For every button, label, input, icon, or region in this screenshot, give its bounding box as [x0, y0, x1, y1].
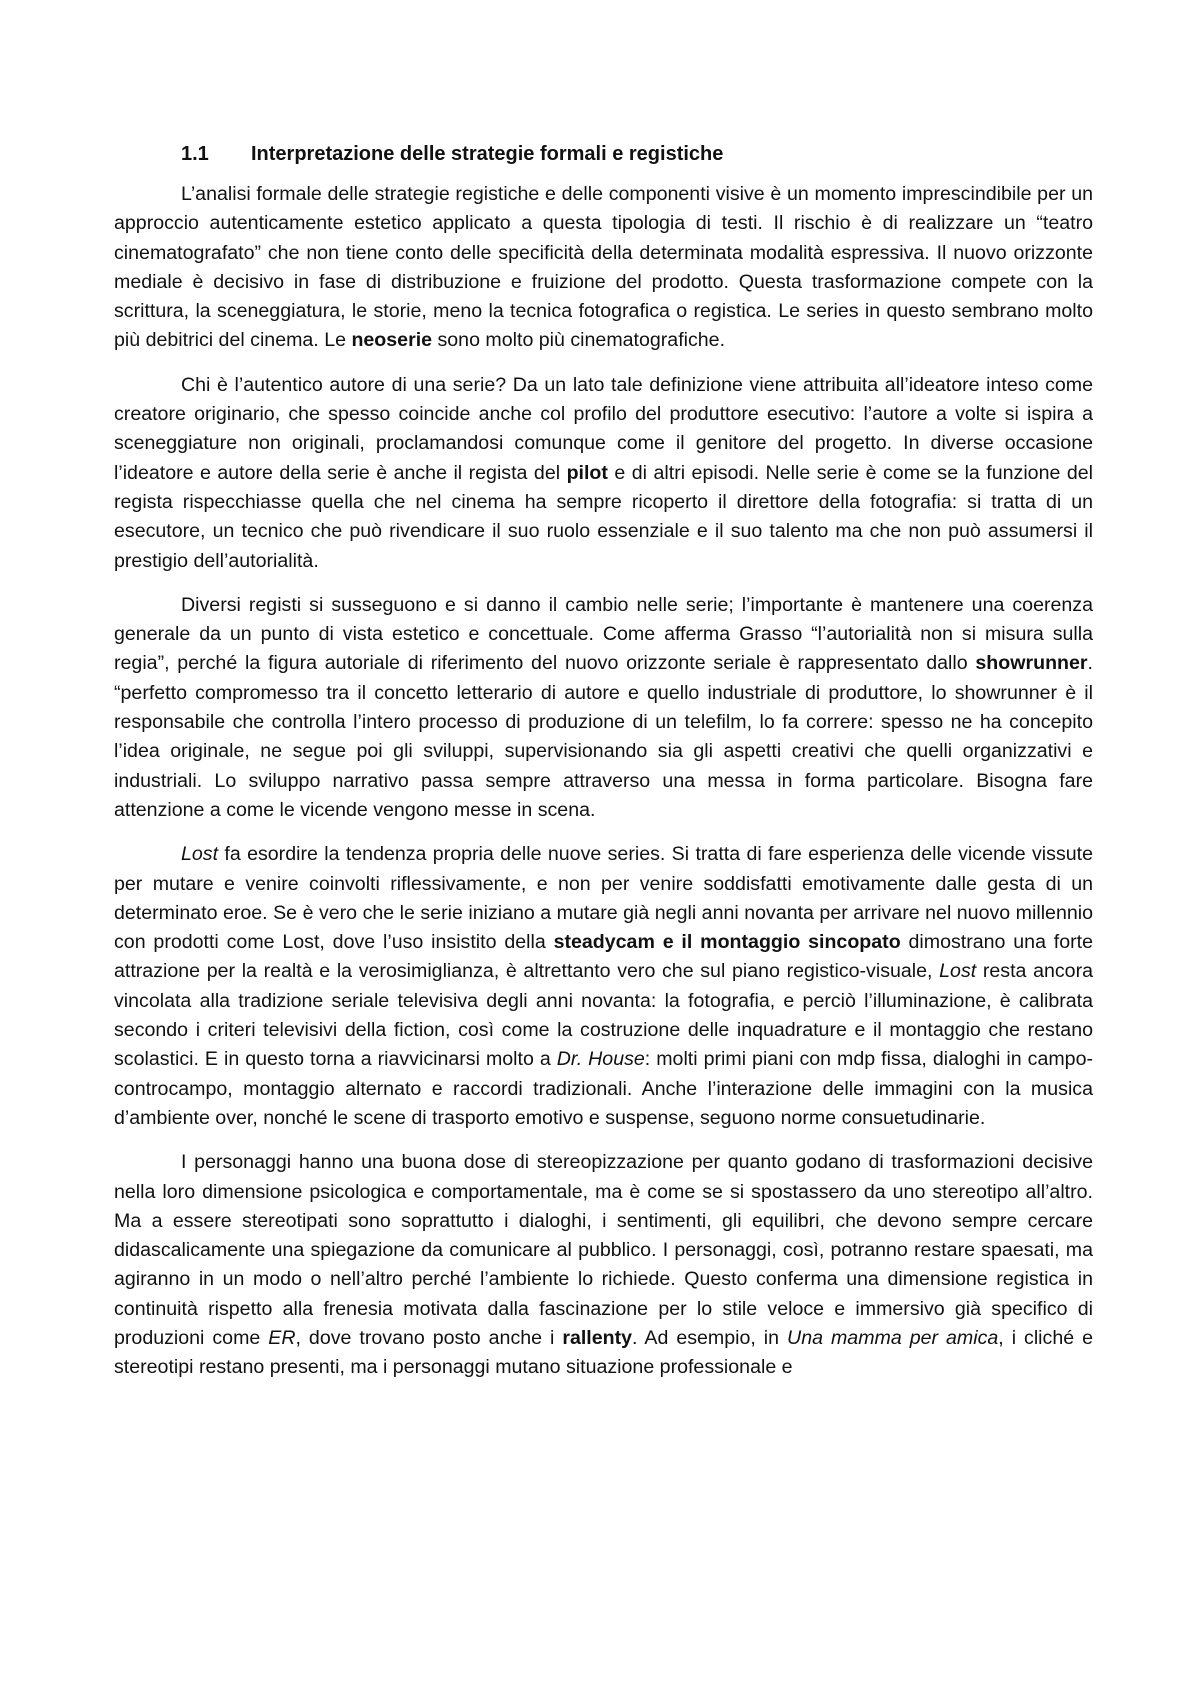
section-heading	[181, 140, 1093, 168]
italic-title: Lost	[181, 843, 219, 866]
italic-title: Lost	[939, 960, 977, 983]
italic-title: Una mamma per amica	[787, 1326, 999, 1349]
text-run: Chi è l’autentico autore di una serie? Da un lato tale definizione viene attribuita all’ideatore inteso come creatore originario, che spesso coincide anche col profilo del produttore esecutivo: l’autore a volte si ispira a sceneggiature non originali, proclamandosi comunque come il genitore del progetto. In diverse occasione l’ideatore e autore della serie è anche il regista del	[114, 373, 1093, 484]
paragraph-1	[114, 180, 1093, 356]
text-run: Diversi registi si susseguono e si danno il cambio nelle serie; l’importante è mantenere una coerenza generale da un punto di vista estetico e concettuale. Come afferma Grasso “l’autorialità non si misura sulla regia”, perché la figura autoriale di riferimento del nuovo orizzonte seriale è rappresentato dallo	[114, 593, 1093, 675]
paragraph-3	[114, 591, 1093, 825]
bold-term: pilot	[566, 461, 608, 484]
text-run: . “perfetto compromesso tra il concetto letterario di autore e quello industriale di produttore, lo showrunner è il responsabile che controlla l’intero processo di produzione di un telefilm, lo fa correre: spesso ne ha concepito l’idea originale, ne segue poi gli sviluppi, supervisionando sia gli aspetti creativi che quelli organizzativi e industriali. Lo sviluppo narrativo passa sempre attraverso una messa in forma particolare. Bisogna fare attenzione a come le vicende vengono messe in scena.	[114, 652, 1093, 821]
bold-term: rallenty	[562, 1326, 633, 1349]
section-title: Interpretazione delle strategie formali e registiche	[251, 143, 724, 165]
paragraph-2	[114, 371, 1093, 576]
paragraph-4	[114, 840, 1093, 1133]
text-run: sono molto più cinematografiche.	[432, 329, 726, 352]
paragraph-5	[114, 1148, 1093, 1382]
text-run: I personaggi hanno una buona dose di stereopizzazione per quanto godano di trasformazioni decisive nella loro dimensione psicologica e comportamentale, ma è come se si spostassero da uno stereotipo all’altro. Ma a essere stereotipati sono soprattutto i dialoghi, i sentimenti, gli equilibri, che devono sempre cercare didascalicamente una spiegazione da comunicare al pubblico. I personaggi, così, potranno restare spaesati, ma agiranno in un modo o nell’altro perché l’ambiente lo richiede. Questo conferma una dimensione registica in continuità rispetto alla frenesia motivata dalla fascinazione per lo stile veloce e immersivo già specifico di produzioni come	[114, 1151, 1093, 1349]
bold-term: steadycam e il montaggio sincopato	[553, 931, 901, 954]
bold-term: showrunner	[975, 652, 1088, 675]
text-run: : molti primi piani con mdp fissa, dialoghi in campo-controcampo, montaggio alternato e raccordi tradizionali. Anche l’interazione delle immagini con la musica d’ambiente over, nonché le scene di trasporto emotivo e suspense, seguono norme consuetudinarie.	[114, 1048, 1093, 1129]
text-run: resta ancora vincolata alla tradizione seriale televisiva degli anni novanta: la fotografia, e perciò l’illuminazione, è calibrata secondo i criteri televisivi della fiction, così come la costruzione delle inquadrature e il montaggio che restano scolastici. E in questo torna a riavvicinarsi molto a	[114, 960, 1093, 1071]
italic-title: Dr. House	[556, 1048, 645, 1071]
text-run: fa esordire la tendenza propria delle nuove series. Si tratta di fare esperienza delle vicende vissute per mutare e venire coinvolti riflessivamente, e non per venire soddisfatti emotivamente dalle gesta di un determinato eroe. Se è vero che le serie iniziano a mutare già negli anni novanta per arrivare nel nuovo millennio con prodotti come Lost, dove l’uso insistito della	[114, 843, 1093, 954]
italic-title: ER	[268, 1326, 296, 1349]
text-run: dimostrano una forte attrazione per la realtà e la verosimiglianza, è altrettanto vero che sul piano registico-visuale,	[114, 931, 1094, 983]
text-run: . Ad esempio, in	[632, 1326, 788, 1349]
text-run: , dove trovano posto anche i	[295, 1326, 563, 1349]
bold-term: neoserie	[351, 329, 433, 352]
section-number: 1.1	[181, 143, 209, 165]
document-page	[114, 140, 1093, 1398]
text-run: e di altri episodi. Nelle serie è come se la funzione del regista rispecchiasse quella che nel cinema ha sempre ricoperto il direttore della fotografia: si tratta di un esecutore, un tecnico che può rivendicare il suo ruolo essenziale e il suo talento ma che non può assumersi il prestigio dell’autorialità.	[114, 461, 1094, 572]
text-run: , i cliché e stereotipi restano presenti, ma i personaggi mutano situazione professionale e	[114, 1326, 1094, 1379]
text-run: L’analisi formale delle strategie registiche e delle componenti visive è un momento imprescindibile per un approccio autenticamente estetico applicato a questa tipologia di testi. Il rischio è di realizzare un “teatro cinematografato” che non tiene conto delle specificità della determinata modalità espressiva. Il nuovo orizzonte mediale è decisivo in fase di distribuzione e fruizione del prodotto. Questa trasformazione compete con la scrittura, la sceneggiatura, le storie, meno la tecnica fotografica o registica. Le series in questo sembrano molto più debitrici del cinema. Le	[114, 183, 1093, 352]
